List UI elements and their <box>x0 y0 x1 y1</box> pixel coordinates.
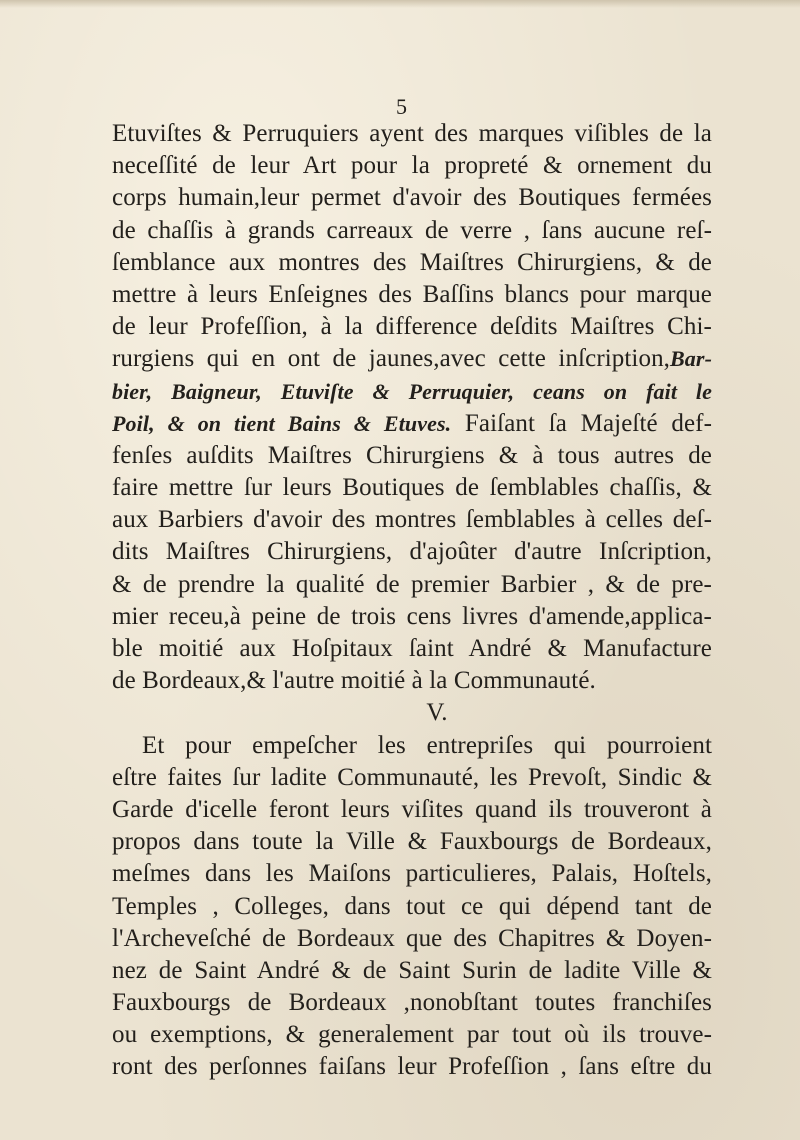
text-line: dits Maiſtres Chirurgiens, d'ajoûter d'autre Inſcription, <box>112 538 712 566</box>
text-line: de leur Profeſſion, à la difference deſdits Maiſtres Chi- <box>112 313 712 341</box>
text-line: aux Barbiers d'avoir des montres ſemblables à celles deſ- <box>112 506 712 534</box>
text-line: ble moitié aux Hoſpitaux ſaint André & Manufacture <box>112 635 712 662</box>
text-line-part: Faiſant ſa Majeſté def- <box>464 409 712 437</box>
text-line: l'Archeveſché de Bordeaux que des Chapitres & Doyen- <box>112 924 712 952</box>
text-line: corps humain,leur permet d'avoir des Boutiques fermées <box>112 184 712 212</box>
text-line: Et pour empeſcher les entrepriſes qui pourroient <box>142 731 712 759</box>
text-line: nez de Saint André & de Saint Surin de ladite Ville & <box>112 956 712 984</box>
text-line <box>112 343 712 375</box>
text-line: mettre à leurs Enſeignes des Baſſins blancs pour marque <box>112 280 712 308</box>
italic-text: Poil, & on tient Bains & Etuves. <box>112 410 452 436</box>
text-line: eſtre faites ſur ladite Communauté, les Prevoſt, Sindic & <box>112 763 712 791</box>
text-line: Garde d'icelle feront leurs viſites quand ils trouveront à <box>112 795 712 823</box>
text-line: propos dans toute la Ville & Fauxbourgs de Bordeaux, <box>112 828 712 856</box>
text-line: neceſſité de leur Art pour la propreté & ornement du <box>112 152 712 180</box>
italic-text: bier, Baigneur, Etuviſte & Perruquier, ceans on fait le <box>112 378 712 404</box>
text-line: mier receu,à peine de trois cens livres d'amende,applica- <box>112 602 712 630</box>
text-line: fenſes auſdits Maiſtres Chirurgiens & à tous autres de <box>112 441 712 469</box>
text-line: & de prendre la qualité de premier Barbier , & de pre- <box>112 570 712 598</box>
text-line-part: rurgiens qui en ont de jaunes,avec cette inſcription, <box>112 345 671 373</box>
text-line: Etuviſtes & Perruquiers ayent des marques viſibles de la <box>112 120 712 147</box>
text-line: Fauxbourgs de Bordeaux ,nonobſtant toutes franchiſes <box>112 989 712 1017</box>
text-line: de Bordeaux,& l'autre moitié à la Communauté. <box>112 667 596 695</box>
text-line: ſemblance aux montres des Maiſtres Chirurgiens, & de <box>112 248 712 276</box>
text-line: de chaſſis à grands carreaux de verre , ſans aucune reſ- <box>112 216 712 244</box>
text-line: faire mettre ſur leurs Boutiques de ſemblables chaſſis, & <box>112 474 712 502</box>
text-line: Temples , Colleges, dans tout ce qui dépend tant de <box>112 892 712 920</box>
page-number: 5 <box>396 94 407 119</box>
body-text <box>112 118 712 1084</box>
text-line: ront des perſonnes faiſans leur Profeſſion , ſans eſtre du <box>112 1053 712 1081</box>
text-line: meſmes dans les Maiſons particulieres, Palais, Hoſtels, <box>112 860 712 888</box>
page-top-edge <box>0 0 800 8</box>
section-heading: V. <box>426 699 448 727</box>
text-line: ou exemptions, & generalement par tout où ils trouve- <box>112 1021 712 1049</box>
text-line <box>112 376 712 408</box>
text-line <box>112 408 712 440</box>
italic-text: Bar- <box>670 346 712 372</box>
